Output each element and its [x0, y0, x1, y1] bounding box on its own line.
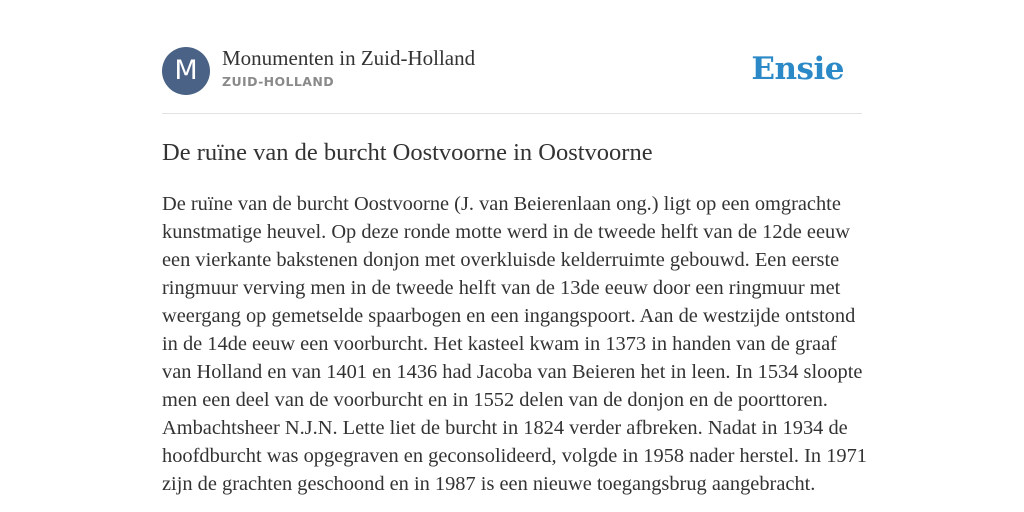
ensie-logo[interactable]: Ensie — [751, 51, 844, 87]
publisher-header — [162, 46, 862, 96]
publisher-region: ZUID-HOLLAND — [222, 74, 334, 89]
article-title: De ruïne van de burcht Oostvoorne in Oostvoorne — [162, 139, 653, 166]
publisher-avatar[interactable]: M — [162, 47, 210, 95]
header-divider — [162, 113, 862, 114]
publisher-name-link[interactable]: Monumenten in Zuid-Holland — [222, 46, 476, 70]
article-body: De ruïne van de burcht Oostvoorne (J. van Beierenlaan ong.) ligt op een omgrachte kunstmatige heuvel. Op deze ronde motte werd in de tweede helft van de 12de eeuw een vierkante bakstenen donjon met overkluisde kelderruimte gebouwd. Een eerste ringmuur verving men in de tweede helft van de 13de eeuw door een ringmuur met weergang op gemetselde spaarbogen en een ingangspoort. Aan de westzijde ontstond in de 14de eeuw een voorburcht. Het kasteel kwam in 1373 in handen van de graaf van Holland en van 1401 en 1436 had Jacoba van Beieren het in leen. In 1534 sloopte men een deel van de voorburcht en in 1552 delen van de donjon en de poorttoren. Ambachtsheer N.J.N. Lette liet de burcht in 1824 verder afbreken. Nadat in 1934 de hoofdburcht was opgegraven en geconsolideerd, volgde in 1958 nader herstel. In 1971 zijn de grachten geschoond en in 1987 is een nieuwe toegangsbrug aangebracht. — [162, 193, 867, 495]
